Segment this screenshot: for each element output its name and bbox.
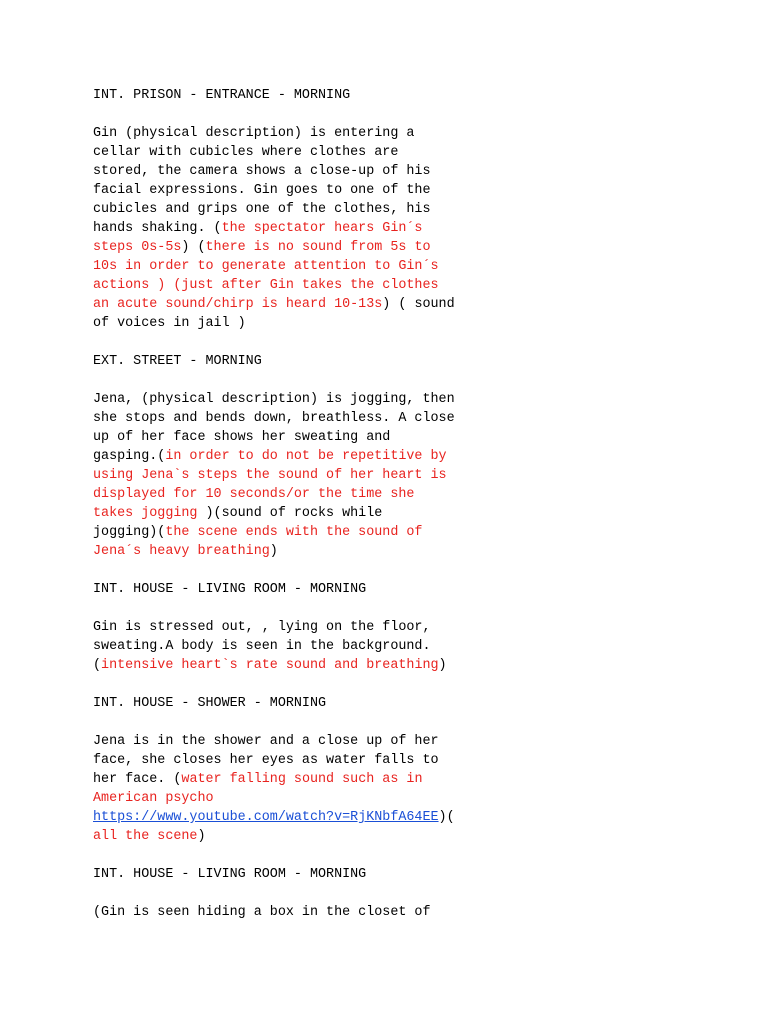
script-text: ) (438, 658, 447, 673)
script-line (93, 523, 523, 542)
script-text: (Gin is seen hiding a box in the closet of (93, 905, 431, 920)
script-line (93, 162, 523, 181)
script-text: Gin (physical description) is entering a (93, 126, 415, 141)
sound-annotation: water falling sound such as in (181, 772, 423, 787)
sound-annotation: displayed for 10 seconds/or the time she (93, 487, 415, 502)
blank-line (93, 884, 523, 903)
script-line (93, 751, 523, 770)
blank-line (93, 599, 523, 618)
screenplay-page (93, 86, 523, 922)
script-text: she stops and bends down, breathless. A close (93, 411, 455, 426)
sound-annotation: there is no sound from 5s to (205, 240, 431, 255)
script-text: Jena, (physical description) is jogging, then (93, 392, 455, 407)
script-text: ) (197, 829, 206, 844)
script-text: Jena is in the shower and a close up of her (93, 734, 439, 749)
sound-annotation: actions ) (just after Gin takes the clothes (93, 278, 439, 293)
script-line (93, 409, 523, 428)
script-text: INT. HOUSE - LIVING ROOM - MORNING (93, 582, 367, 597)
sound-annotation: an acute sound/chirp is heard 10-13s (93, 297, 383, 312)
blank-line (93, 371, 523, 390)
script-text: INT. PRISON - ENTRANCE - MORNING (93, 88, 351, 103)
script-text: gasping.( (93, 449, 166, 464)
script-text: ) ( sound (382, 297, 455, 312)
script-line (93, 181, 523, 200)
sound-annotation: intensive heart`s rate sound and breathing (101, 658, 439, 673)
script-line (93, 200, 523, 219)
script-text: jogging)( (93, 525, 166, 540)
sound-annotation: using Jena`s steps the sound of her heart is (93, 468, 447, 483)
script-line (93, 770, 523, 789)
blank-line (93, 333, 523, 352)
sound-annotation: Jena´s heavy breathing (93, 544, 270, 559)
script-line (93, 580, 523, 599)
blank-line (93, 675, 523, 694)
script-text: of voices in jail ) (93, 316, 246, 331)
script-line (93, 295, 523, 314)
youtube-link[interactable]: https://www.youtube.com/watch?v=RjKNbfA64EE (93, 810, 439, 825)
script-text: ) (269, 544, 278, 559)
script-line (93, 219, 523, 238)
script-text: EXT. STREET - MORNING (93, 354, 262, 369)
script-line (93, 352, 523, 371)
script-line (93, 447, 523, 466)
blank-line (93, 105, 523, 124)
script-text: )(sound of rocks while (205, 506, 383, 521)
script-text: face, she closes her eyes as water falls to (93, 753, 439, 768)
script-line (93, 124, 523, 143)
script-line (93, 637, 523, 656)
script-line (93, 618, 523, 637)
script-line (93, 504, 523, 523)
script-line (93, 656, 523, 675)
script-text: sweating.A body is seen in the background. (93, 639, 431, 654)
script-text: INT. HOUSE - SHOWER - MORNING (93, 696, 327, 711)
sound-annotation: takes jogging (93, 506, 206, 521)
script-line (93, 86, 523, 105)
script-line (93, 428, 523, 447)
script-line (93, 276, 523, 295)
sound-annotation: 10s in order to generate attention to Gin´s (93, 259, 439, 274)
script-line (93, 390, 523, 409)
script-line (93, 808, 523, 827)
script-text: INT. HOUSE - LIVING ROOM - MORNING (93, 867, 367, 882)
script-line (93, 143, 523, 162)
script-text: )( (438, 810, 455, 825)
script-line (93, 789, 523, 808)
sound-annotation: the spectator hears Gin´s (221, 221, 423, 236)
script-text: up of her face shows her sweating and (93, 430, 391, 445)
script-text: facial expressions. Gin goes to one of the (93, 183, 431, 198)
script-text: cellar with cubicles where clothes are (93, 145, 399, 160)
script-line (93, 257, 523, 276)
script-line (93, 694, 523, 713)
sound-annotation: steps 0s-5s (93, 240, 182, 255)
script-text: ) ( (181, 240, 206, 255)
script-line (93, 903, 523, 922)
script-text: Gin is stressed out, , lying on the floor, (93, 620, 431, 635)
sound-annotation: all the scene (93, 829, 198, 844)
script-line (93, 542, 523, 561)
sound-annotation: in order to do not be repetitive by (165, 449, 447, 464)
script-line (93, 238, 523, 257)
script-text: her face. ( (93, 772, 182, 787)
blank-line (93, 561, 523, 580)
blank-line (93, 713, 523, 732)
sound-annotation: American psycho (93, 791, 214, 806)
script-text: cubicles and grips one of the clothes, his (93, 202, 431, 217)
script-text: hands shaking. ( (93, 221, 222, 236)
script-line (93, 827, 523, 846)
sound-annotation: the scene ends with the sound of (165, 525, 423, 540)
script-line (93, 314, 523, 333)
script-line (93, 485, 523, 504)
blank-line (93, 846, 523, 865)
script-line (93, 865, 523, 884)
script-line (93, 466, 523, 485)
script-text: ( (93, 658, 102, 673)
script-text: stored, the camera shows a close-up of his (93, 164, 431, 179)
script-line (93, 732, 523, 751)
